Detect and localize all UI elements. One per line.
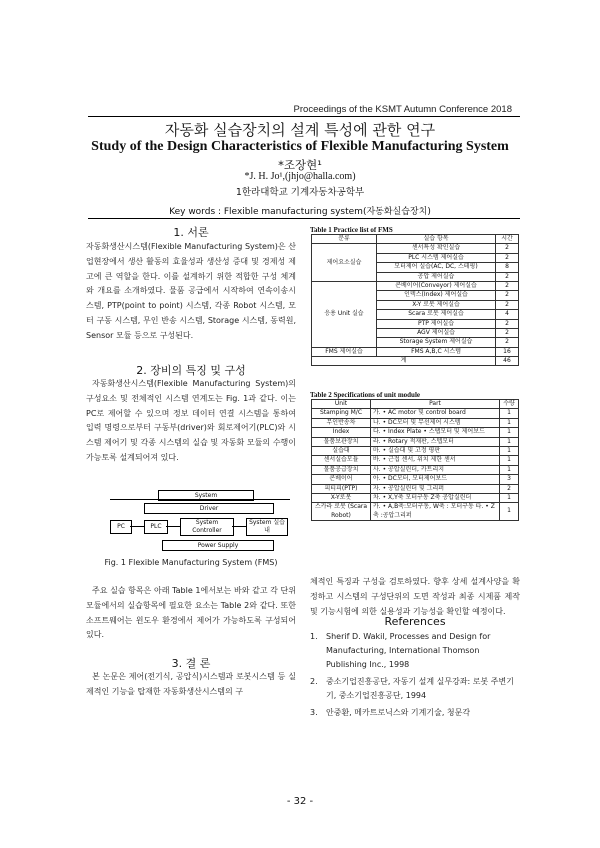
page-number: - 32 - [286,796,314,807]
table-1-cell: 센서특성 확인실습 [377,244,496,253]
reference-number: 3. [310,708,318,717]
table-2-cell: 물품공급장치 [312,465,371,474]
table-2-caption: Table 2 Specifications of unit module [310,391,421,399]
references-list [310,630,520,723]
table-2-cell: 바. • 근접 센서, 위치 제한 센서 [371,456,500,465]
conference-name: Proceedings of the KSMT Autumn Conference 2018 [293,104,512,115]
table-2-cell: 물품보관장치 [312,437,371,446]
pc-block: PC [110,520,132,534]
table-2-cell: 1 [500,437,519,446]
table-1-total-label: 계 [312,357,496,366]
table-2-cell: 다. • Index Plate • 스탭모터 및 제어보드 [371,428,500,437]
table-2-cell: 1 [500,409,519,418]
keywords-rule [88,218,520,219]
section-1-text: 자동화생산시스템(Flexible Manufacturing System)은 산업현장에서 생산 활동의 효율성과 생산성 증대 및 경제성 제고에 큰 역할을 한다. 이를 설계하기 위한 적합한 구성 체계와 개요를 소개하였다. 물품 공급에서 시작하여 연속이송시스템, PTP(point to point) 시스템, 각종 Robot 시스템, 모터 구동 시스템, 무인 반송 시스템, Storage 시스템, 동력원, Sensor 모듈 등으로 구성된다. [86,242,296,340]
reference-item [310,675,520,703]
table-1-cell: 4 [496,310,519,319]
system-practice-block: System 실습내 [246,518,288,536]
reference-number: 1. [310,632,318,641]
table-2-cell: 콘베이어 [312,475,371,484]
table-1-cell: PTP 제어실습 [377,319,496,328]
table-1-cell: 2 [496,319,519,328]
power-supply-block: Power Supply [162,540,274,551]
table-row [312,465,519,474]
table-1-cell: 16 [496,347,519,356]
figure-1-caption: Fig. 1 Flexible Manufacturing System (FMS) [104,558,278,567]
references-title: References [384,615,446,628]
plc-block: PLC [144,520,168,534]
table-2-cell: 1 [500,456,519,465]
table-2-cell: 아. • DC모터, 모터제어보드 [371,475,500,484]
table-1-cell: PLC 시스템 제어실습 [377,253,496,262]
table-2-cell: Index [312,428,371,437]
table-1-cell: 2 [496,338,519,347]
table-1-cell: 공압 제어실습 [377,272,496,281]
table-row [312,418,519,427]
table-1-cell: Scara 로봇 제어실습 [377,310,496,319]
table-row [312,409,519,418]
table-2-cell: 3 [500,475,519,484]
table-2-cell: 1 [500,493,519,502]
table-1-cell: 2 [496,272,519,281]
table-2-cell: 1 [500,503,519,520]
section-3-text: 본 논문은 제어(전기식, 공압식)시스템과 로봇시스템 등 실제적인 기능을 탑재한 자동화생산시스템의 구 [86,672,296,696]
table-1-cell: FMS 제어실습 [312,347,377,356]
table-2-cell: Stamping M/C [312,409,371,418]
table-1-total-value: 46 [496,357,519,366]
author-korean: *조장현¹ [278,158,322,172]
table-2-cell: 1 [500,446,519,455]
section-3-text-continued: 체적인 특징과 구성을 검토하였다. 향후 상세 설계사양을 확정하고 시스템의 구성단위의 도면 작성과 최종 시제품 제작 및 기능시험에 의한 실용성과 기능성을 확인할 예정이다. [310,577,520,616]
pc-plc-link [130,526,144,527]
table-2-cell: 무인반송차 [312,418,371,427]
table-1-caption: Table 1 Practice list of FMS [310,226,393,234]
system-controller-block: System Controller [180,518,234,536]
table-1 [311,234,519,366]
table-2-cell: 피티피(PTP) [312,484,371,493]
table-row [312,428,519,437]
reference-item [310,706,520,720]
reference-number: 2. [310,677,318,686]
table-row [312,503,519,520]
table-2-cell: 센서실습모듈 [312,456,371,465]
table-1-cell: 2 [496,253,519,262]
table-1-cell: X-Y 로봇 제어실습 [377,300,496,309]
table-1-cell: 2 [496,281,519,290]
table-1-cell: 2 [496,291,519,300]
table-2-cell: 사. • 공압실린더, 카트리지 [371,465,500,474]
reference-text: Sherif D. Wakil, Processes and Design for Manufacturing, International Thomson Publishing Inc., 1998 [326,632,491,669]
fms-diagram [110,490,290,552]
table-2-cell: 자. • 공압실린더 및 그리퍼 [371,484,500,493]
table-1-cell: 인덱스(Index) 제어실습 [377,291,496,300]
plc-controller-link [166,526,180,527]
table-2-cell: 스카라 로봇 (Scara Robot) [312,503,371,520]
table-2-cell: X-Y로봇 [312,493,371,502]
section-1-title: 1. 서론 [173,226,209,239]
table-2-cell: 실습대 [312,446,371,455]
driver-block: Driver [144,503,274,514]
reference-text: 중소기업진흥공단, 자동기 설계 실무강좌: 로봇 주변기기, 중소기업진흥공단, 1994 [326,677,514,700]
header-rule [88,116,520,117]
table-2-cell: 1 [500,428,519,437]
table-2-cell: 2 [500,484,519,493]
table-2-cell: 나. • DC모터 및 무선제어 시스템 [371,418,500,427]
table-1-cell: 2 [496,328,519,337]
table-1-header-category: 분류 [312,235,377,244]
reference-text: 안중환, 메카트로닉스와 기계기술, 청문각 [326,708,471,717]
section-2-text-continued: 주요 실습 항목은 아래 Table 1에서보는 바와 같고 각 단위 모듈에서의 실습항목에 필요한 요소는 Table 2와 같다. 또한 소프트웨어는 윈도우 환경에서 제어가 가능하도록 구성되어 있다. [86,586,296,640]
table-2-header: 수량 [500,400,519,409]
section-2-title: 2. 장비의 특징 및 구성 [136,364,246,377]
table-row [312,456,519,465]
table-1-cell: 8 [496,263,519,272]
table-2-cell: 1 [500,465,519,474]
table-1-cell: 콘베이어(Conveyor) 제어실습 [377,281,496,290]
table-1-cell: 2 [496,244,519,253]
table-2-cell: 라. • Rotary 적재판, 스텝모터 [371,437,500,446]
table-1-group-control: 제어요소실습 [312,244,377,282]
table-2 [311,399,519,521]
table-row [312,446,519,455]
reference-item [310,630,520,672]
table-2-cell: 카. • A,B축:모터구동, W축 : 모터구동 타. • Z축 :공압그리퍼 [371,503,500,520]
table-1-cell: AGV 제어실습 [377,328,496,337]
section-2-text: 자동화생산시스템(Flexible Manufacturing System)의 구성요소 및 전체적인 시스템 연계도는 Fig. 1과 같다. 이는 PC로 제어할 수 있으며 정보 데이터 연결 시스템을 통하여 입력 명령으로부터 구동부(driver)와 회로제어기(PLC)와 시스템 제어기 및 각종 시스템의 실습 및 자동화 모듈의 수행이 가능토록 설계되어져 있다. [86,379,296,462]
keywords: Key words : Flexible manufacturing system(자동화실습장치) [169,207,431,217]
table-2-cell: 1 [500,418,519,427]
table-2-cell: 차. • X,Y축 모터구동 Z축 공압실린더 [371,493,500,502]
controller-practice-link [232,526,246,527]
table-1-cell: Storage System 제어실습 [377,338,496,347]
table-1-group-unit: 응용 Unit 실습 [312,281,377,347]
system-block: System [158,490,254,501]
table-2-header: Unit [312,400,371,409]
table-2-header: Part [371,400,500,409]
table-2-cell: 마. • 실습대 및 고정 평판 [371,446,500,455]
system-bus [110,499,290,501]
table-1-header-hours: 시간 [496,235,519,244]
title-korean: 자동화 실습장치의 설계 특성에 관한 연구 [164,121,436,139]
table-1-cell: 2 [496,300,519,309]
section-3-title: 3. 결 론 [171,657,211,670]
table-1-header-item: 실습 항목 [377,235,496,244]
table-row [312,437,519,446]
author-english: *J. H. Jo¹,(jhjo@halla.com) [244,171,356,182]
table-1-cell: 모터제어 실습(AC, DC, 스테핑) [377,263,496,272]
table-1-cell: FMS A,B,C 시스템 [377,347,496,356]
title-english: Study of the Design Characteristics of Flexible Manufacturing System [91,139,509,154]
table-row [312,484,519,493]
affiliation: 1한라대학교 기계자동차공학부 [235,187,365,198]
table-row [312,493,519,502]
table-row [312,475,519,484]
table-2-cell: 가. • AC motor 및 control board [371,409,500,418]
